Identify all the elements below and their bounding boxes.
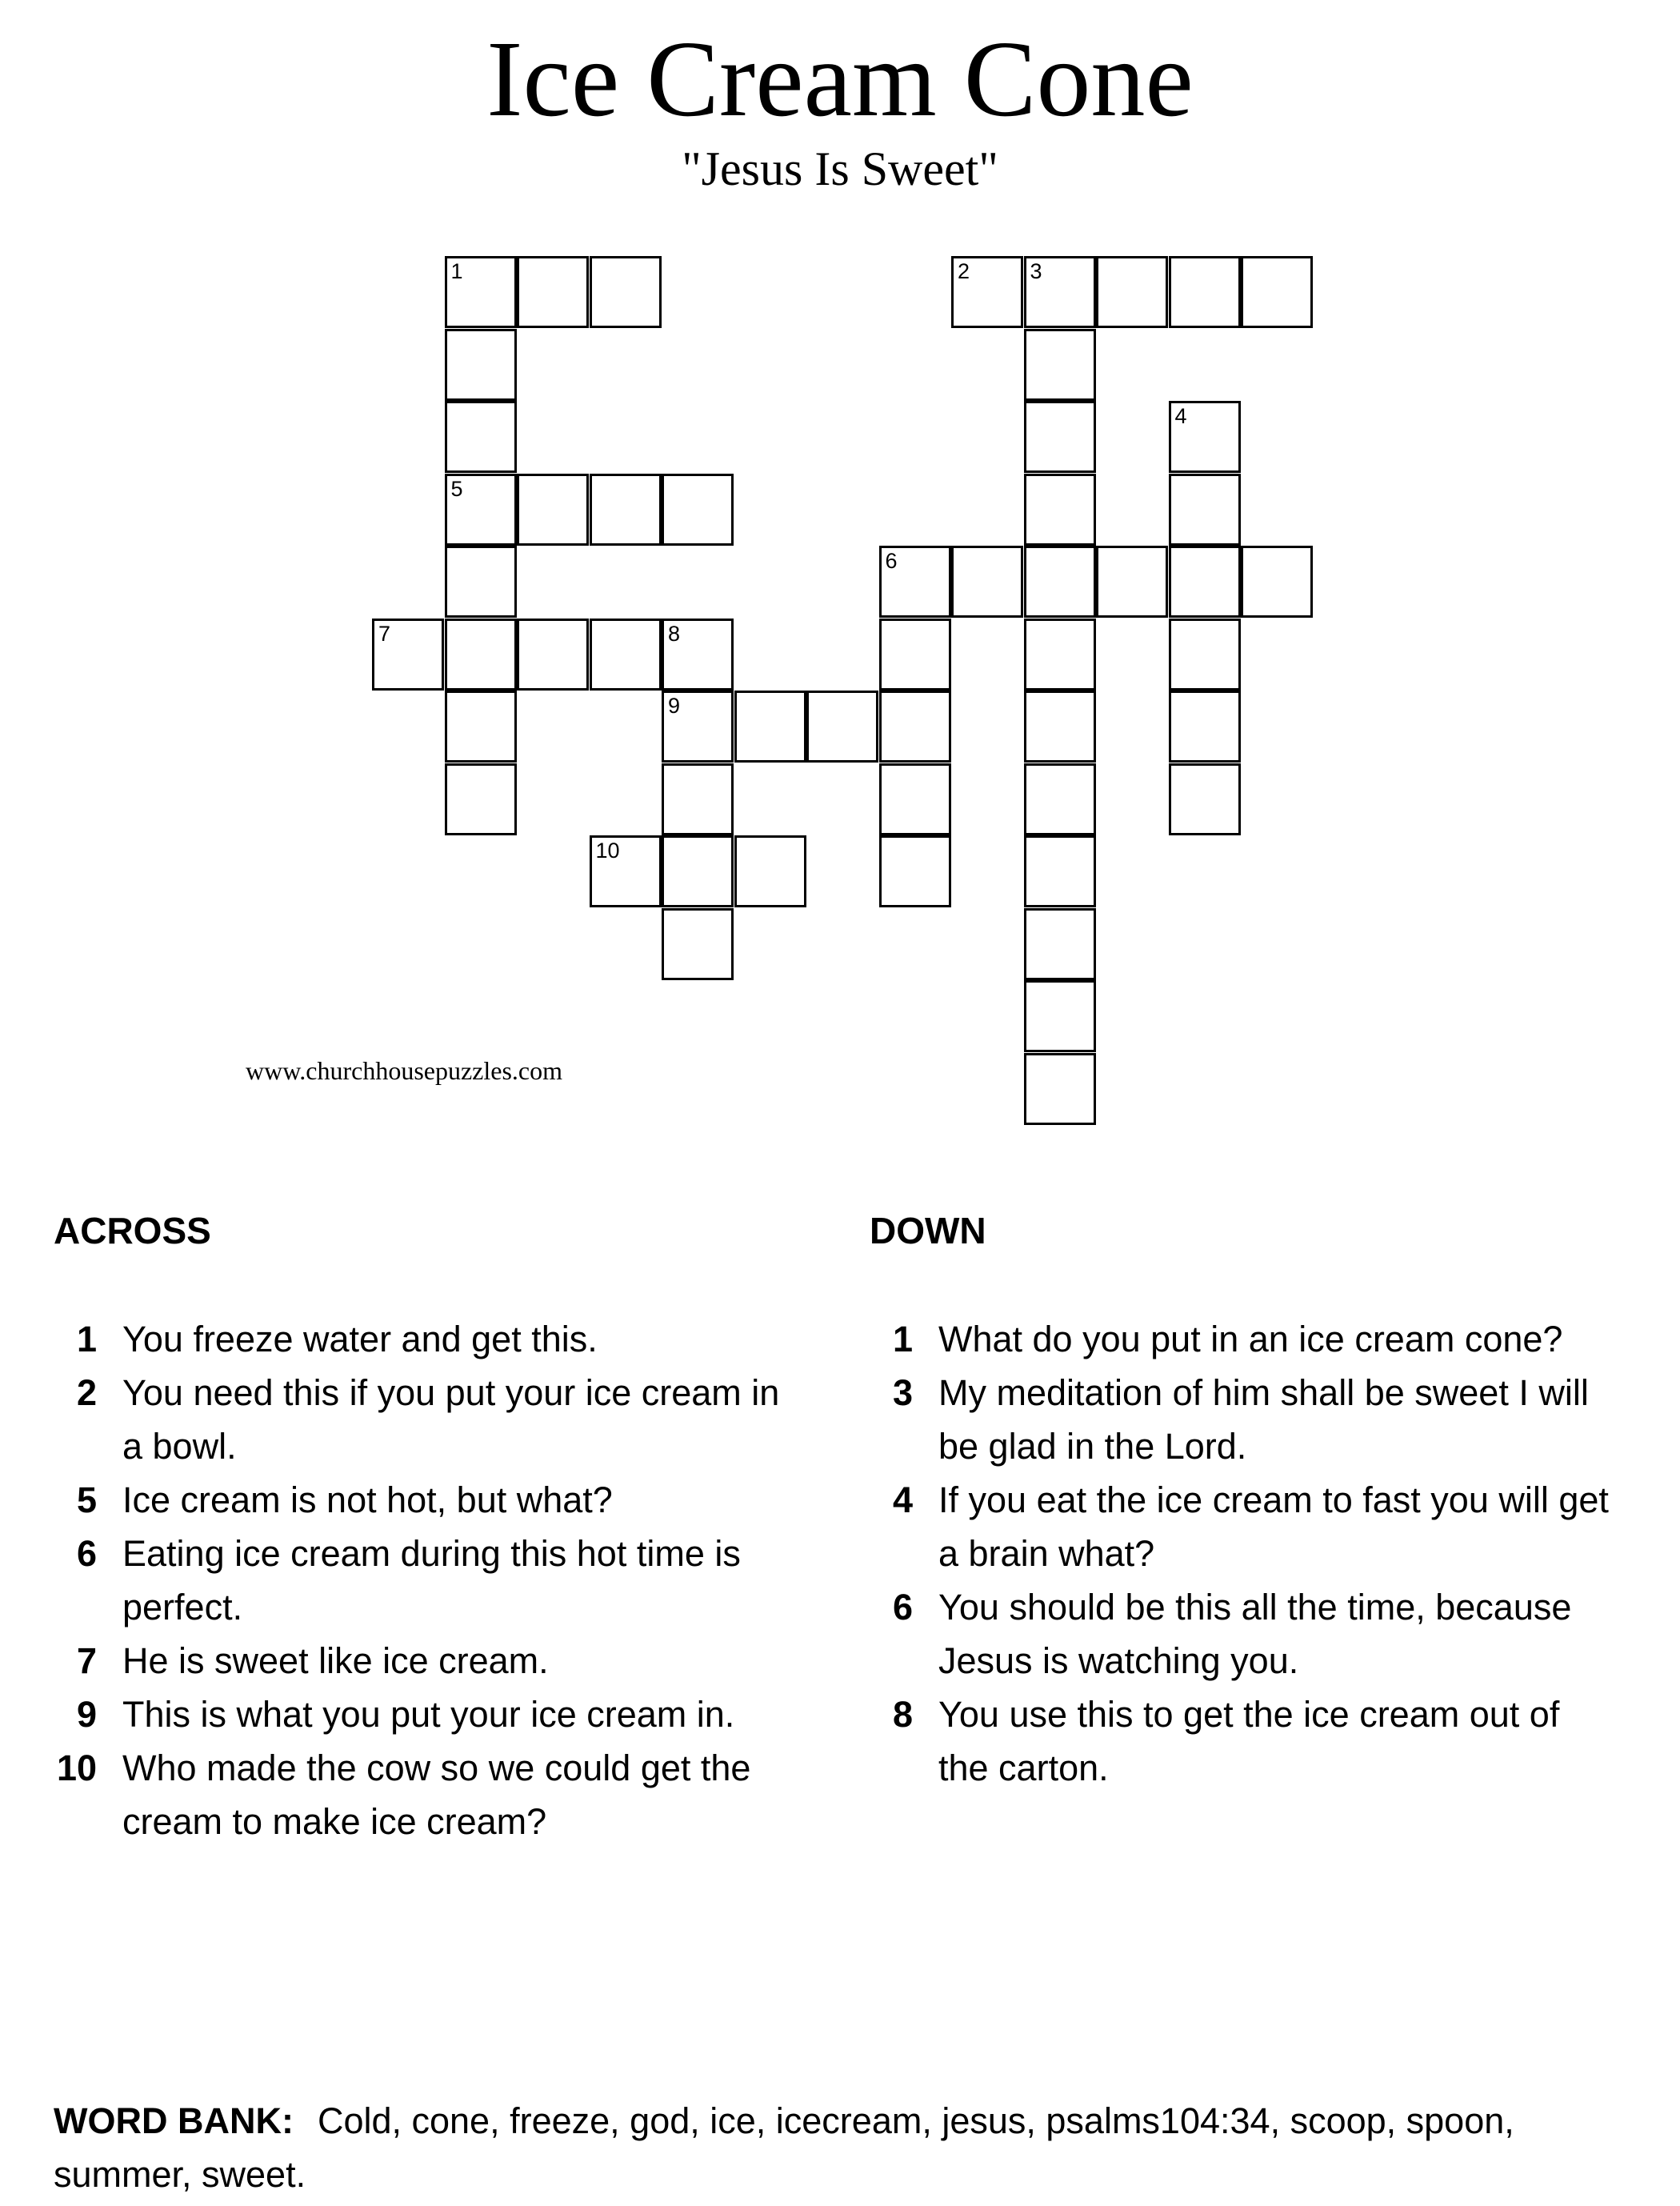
clue-number: 2 [958, 259, 970, 283]
clue-number: 7 [378, 621, 391, 646]
grid-cell[interactable] [445, 691, 517, 763]
clue-text: You should be this all the time, because Jesus is watching you. [938, 1587, 1572, 1681]
down-heading: DOWN [870, 1210, 986, 1251]
grid-cell[interactable] [445, 619, 517, 691]
grid-cell[interactable] [445, 329, 517, 401]
clue-text: Who made the cow so we could get the cream to make ice cream? [122, 1748, 751, 1842]
clue-text: This is what you put your ice cream in. [122, 1694, 735, 1735]
clue-text: He is sweet like ice cream. [122, 1640, 549, 1681]
across-clue [54, 1473, 790, 1527]
grid-cell[interactable] [1024, 546, 1096, 618]
grid-cell[interactable] [1241, 256, 1313, 328]
clue-number: 6 [892, 1587, 913, 1627]
grid-cell[interactable] [445, 256, 517, 328]
grid-cell[interactable] [1169, 256, 1241, 328]
clue-number: 3 [1030, 259, 1042, 283]
down-clue [870, 1473, 1614, 1580]
grid-cell[interactable] [1241, 546, 1313, 618]
grid-cell[interactable] [1169, 401, 1241, 473]
clue-number: 5 [450, 476, 463, 501]
clue-text: If you eat the ice cream to fast you will get a brain what? [938, 1479, 1609, 1574]
grid-cell[interactable] [1169, 546, 1241, 618]
clue-text: What do you put in an ice cream cone? [938, 1319, 1563, 1359]
clue-number: 10 [56, 1748, 97, 1788]
clue-text: You use this to get the ice cream out of the carton. [938, 1694, 1560, 1788]
clue-text: Eating ice cream during this hot time is perfect. [122, 1533, 741, 1627]
clue-number: 8 [668, 621, 681, 646]
clue-text: You freeze water and get this. [122, 1319, 598, 1359]
grid-cell[interactable] [1169, 691, 1241, 763]
grid-cell[interactable] [1024, 256, 1096, 328]
grid-cell[interactable] [590, 619, 662, 691]
grid-cell[interactable] [1024, 908, 1096, 980]
grid-cell[interactable] [879, 763, 951, 835]
clue-text: My meditation of him shall be sweet I will be glad in the Lord. [938, 1372, 1589, 1467]
grid-cell[interactable] [372, 619, 444, 691]
clue-number: 10 [595, 839, 620, 863]
grid-cell[interactable] [951, 546, 1023, 618]
clue-number: 9 [76, 1694, 97, 1735]
grid-cell[interactable] [662, 474, 734, 546]
clue-number: 9 [668, 694, 681, 718]
grid-cell[interactable] [517, 474, 589, 546]
grid-cell[interactable] [1169, 763, 1241, 835]
down-clue [870, 1312, 1614, 1366]
clue-number: 7 [76, 1640, 97, 1681]
across-clue [54, 1366, 790, 1473]
across-clue [54, 1688, 790, 1741]
grid-cell[interactable] [1169, 619, 1241, 691]
grid-cell[interactable] [445, 474, 517, 546]
clue-number: 6 [885, 549, 898, 573]
clue-number: 1 [450, 259, 463, 283]
across-clue [54, 1741, 790, 1848]
grid-cell[interactable] [590, 474, 662, 546]
across-clue [54, 1527, 790, 1634]
grid-cell[interactable] [1024, 763, 1096, 835]
grid-cell[interactable] [662, 619, 734, 691]
clue-number: 3 [892, 1372, 913, 1413]
clue-number: 6 [76, 1533, 97, 1574]
grid-cell[interactable] [879, 546, 951, 618]
grid-cell[interactable] [1024, 1053, 1096, 1125]
down-clue-list [870, 1312, 1614, 1795]
grid-cell[interactable] [1024, 329, 1096, 401]
grid-cell[interactable] [734, 691, 806, 763]
word-bank-words: Cold, cone, freeze, god, ice, icecream, jesus, psalms104:34, scoop, spoon, summer, sweet. [54, 2100, 1514, 2195]
grid-cell[interactable] [1024, 980, 1096, 1052]
grid-cell[interactable] [1169, 474, 1241, 546]
grid-cell[interactable] [879, 619, 951, 691]
grid-cell[interactable] [1096, 256, 1168, 328]
grid-cell[interactable] [1024, 835, 1096, 907]
website-credit: www.churchhousepuzzles.com [246, 1056, 563, 1085]
across-clue [54, 1634, 790, 1688]
grid-cell[interactable] [445, 401, 517, 473]
across-clue [54, 1312, 790, 1366]
grid-cell[interactable] [734, 835, 806, 907]
grid-cell[interactable] [1024, 691, 1096, 763]
word-bank [54, 2094, 1574, 2201]
grid-cell[interactable] [445, 763, 517, 835]
grid-cell[interactable] [662, 763, 734, 835]
grid-cell[interactable] [806, 691, 878, 763]
clue-number: 4 [1174, 404, 1187, 428]
clue-text: You need this if you put your ice cream in a bowl. [122, 1372, 780, 1467]
grid-cell[interactable] [517, 256, 589, 328]
clue-number: 5 [76, 1479, 97, 1520]
grid-cell[interactable] [590, 835, 662, 907]
grid-cell[interactable] [879, 835, 951, 907]
grid-cell[interactable] [662, 691, 734, 763]
across-heading: ACROSS [54, 1210, 211, 1251]
clue-number: 4 [892, 1479, 913, 1520]
grid-cell[interactable] [590, 256, 662, 328]
down-clue [870, 1688, 1614, 1795]
grid-cell[interactable] [517, 619, 589, 691]
word-bank-label: WORD BANK: [54, 2100, 294, 2141]
clue-number: 1 [76, 1319, 97, 1359]
grid-cell[interactable] [1096, 546, 1168, 618]
grid-cell[interactable] [1024, 619, 1096, 691]
grid-cell[interactable] [951, 256, 1023, 328]
grid-cell[interactable] [879, 691, 951, 763]
grid-cell[interactable] [662, 835, 734, 907]
clue-number: 8 [892, 1694, 913, 1735]
across-clue-list [54, 1312, 790, 1848]
down-clue [870, 1580, 1614, 1688]
puzzle-subtitle: "Jesus Is Sweet" [682, 142, 998, 195]
grid-cell[interactable] [1024, 474, 1096, 546]
grid-cell[interactable] [1024, 401, 1096, 473]
down-clue [870, 1366, 1614, 1473]
grid-cell[interactable] [662, 908, 734, 980]
clue-number: 1 [892, 1319, 913, 1359]
clue-number: 2 [76, 1372, 97, 1413]
clue-text: Ice cream is not hot, but what? [122, 1479, 613, 1520]
puzzle-title: Ice Cream Cone [486, 19, 1194, 139]
grid-cell[interactable] [445, 546, 517, 618]
